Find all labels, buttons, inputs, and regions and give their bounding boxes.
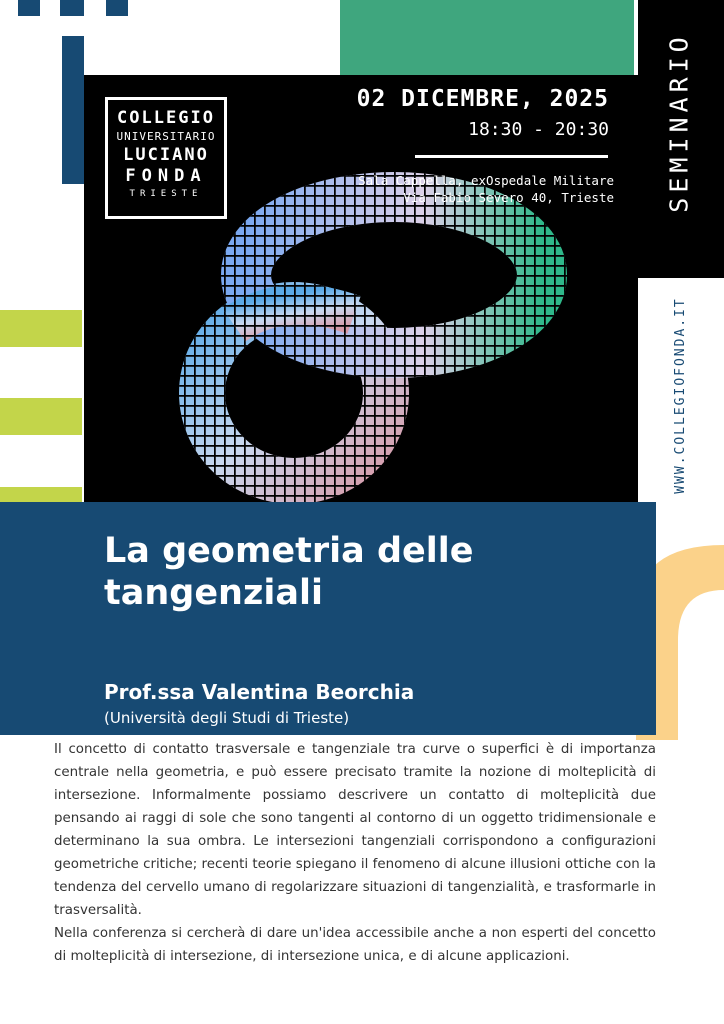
deco-lime-bar-1 [0, 310, 82, 347]
logo-line-collegio: COLLEGIO [117, 108, 215, 128]
abstract [54, 738, 656, 968]
abstract-paragraph-2: Nella conferenza si cercherà di dare un'idea accessibile anche a non esperti del concetto di molteplicità di intersezione, di intersezione unica, e di alcune applicazioni. [54, 926, 656, 964]
event-venue-line1: Sala Cappella, exOspedale Militare [358, 173, 614, 188]
collegio-fonda-logo [105, 97, 227, 219]
event-type-vertical [639, 22, 719, 222]
divider-rule [415, 155, 608, 158]
lower-torus-front [234, 305, 354, 325]
event-type-label: SEMINARIO [664, 31, 694, 213]
logo-line-universitario: UNIVERSITARIO [116, 130, 216, 143]
speaker-affiliation: (Università degli Studi di Trieste) [104, 709, 350, 727]
abstract-paragraph-1: Il concetto di contatto trasversale e tangenziale tra curve o superfici è di importanza centrale nella geometria, e può essere precisato tramite la nozione di molteplicità di intersezione. Informalmente possiamo descrivere un contatto di molteplicità due pensando ai raggi di sole che sono tangenti al contorno di un oggetto tridimensionale e determinano la sua ombra. Le intersezioni tangenziali corrispondono a configurazioni geometriche critiche; recenti teorie spiegano il fenomeno di alcune illusioni ottiche con la tendenza del cervello umano di regolarizzare situazioni di tangenzialità, e trasformarle in trasversalità. [54, 742, 656, 918]
event-time: 18:30 - 20:30 [468, 119, 609, 140]
deco-navy-square-3 [106, 0, 128, 16]
deco-navy-square-1 [18, 0, 40, 16]
event-venue-line2: Via Fabio Severo 40, Trieste [403, 190, 614, 205]
deco-navy-square-2 [60, 0, 84, 16]
deco-green-block [340, 0, 634, 75]
website-link[interactable]: WWW.COLLEGIOFONDA.IT [672, 296, 688, 494]
website-vertical [640, 290, 720, 500]
logo-line-luciano: LUCIANO [123, 145, 209, 165]
event-date: 02 DICEMBRE, 2025 [356, 86, 609, 112]
upper-torus [246, 197, 542, 353]
deco-lime-bar-2 [0, 398, 82, 435]
deco-navy-bar-vertical [62, 36, 84, 184]
seminar-title: La geometria delle tangenziali [104, 531, 474, 613]
logo-line-trieste: TRIESTE [129, 189, 203, 199]
speaker-name: Prof.ssa Valentina Beorchia [104, 680, 415, 704]
logo-line-fonda: FONDA [125, 166, 207, 186]
